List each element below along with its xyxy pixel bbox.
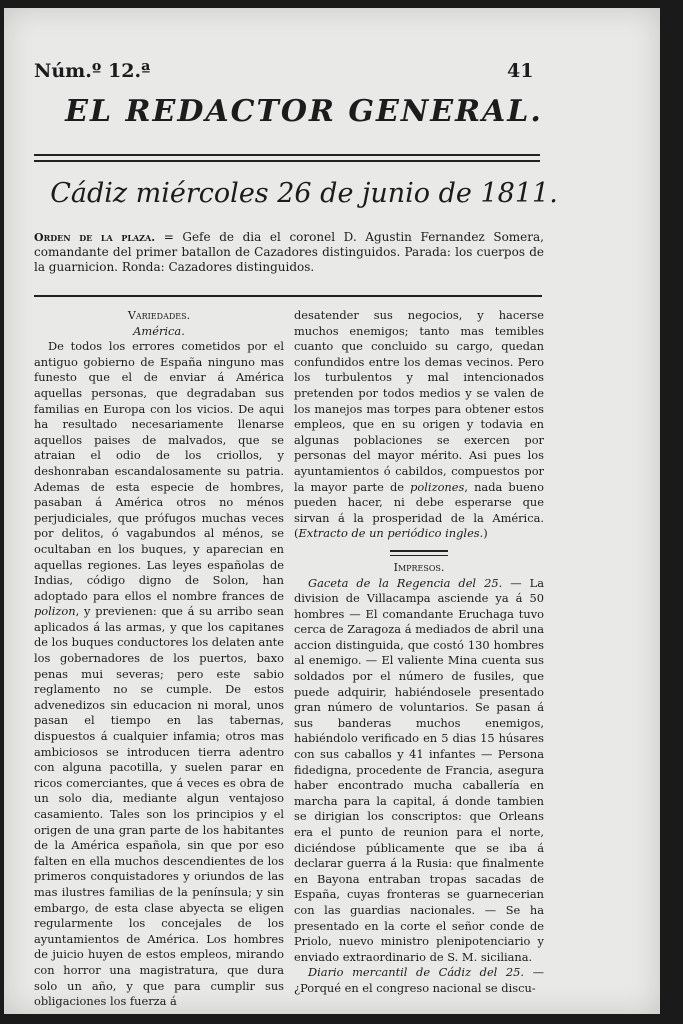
masthead-title: EL REDACTOR GENERAL.	[65, 94, 543, 129]
diario-title: Diario mercantil de Cádiz del 25.	[308, 965, 525, 980]
left-column	[34, 308, 284, 1010]
variedades-paragraph-1: De todos los errores cometidos por el antiguo gobierno de España ninguno mas funesto que el de enviar á América aquellas personas, que degradaban sus familias en Europa con los vicios. De aqui ha resultado necesariamente llenarse aquellos paises de malvados, que se atraian el odio de los criollos, y deshonraban escandalosamente su patria. Ademas de esta especie de hombres, pasaban á América otros no ménos perjudiciales, que prófugos muchas veces por delitos, ó vagabundos al ménos, se ocultaban en los buques, y aparecian en aquellas regiones. Las leyes españolas de Indias, código digno de Solon, han adoptado para ellos el nombre frances de polizon, y previenen: que á su arribo sean aplicados á las armas, y que los capitanes de los buques conductores los delaten ante los gobernadores de los puertos, baxo penas mui severas; pero este sabio reglamento no se cumple. De estos advenedizos sin educacion ni moral, unos pasan el tiempo en las tabernas, dispuestos á cualquier infamia; otros mas ambiciosos se introducen tierra adentro con alguna pacotilla, y suelen parar en ricos comerciantes, que á veces es obra de un solo dia, mediante algun ventajoso casamiento. Tales son los principios y el origen de una gran parte de los habitantes de la América española, sin que por eso falten en ella muchos descendientes de los primeros conquistadores y oriundos de las mas ilustres familias de la península; y sin embargo, de esta clase abyecta se eligen regularmente los concejales de los ayuntamientos de América. Los hombres de juicio huyen de estos empleos, mirando con horror una magistratura, que dura solo un año, y que para cumplir sus obligaciones los fuerza á	[34, 339, 284, 1009]
gaceta-paragraph: Gaceta de la Regencia del 25. — La division de Villacampa asciende ya á 50 hombres — El comandante Eruchaga tuvo cerca de Zaragoza á mediados de abril una accion distinguida, que costó 130 hombres al enemigo. — El valiente Mina cuenta sus soldados por el número de fusiles, que puede adquirir, habiéndosele presentado gran número de voluntarios. Se pasan á sus banderas muchos enemigos, habiéndolo verificado en 5 dias 15 húsares con sus caballos y 41 infantes — Persona fidedigna, procedente de Francia, asegura haber encontrado mucha caballería en marcha para la capital, á donde tambien se dirigian los conscriptos: que Orleans era el punto de reunion para el norte, diciéndose públicamente que se iba á declarar guerra á la Rusia: que finalmente en Bayona entraban tropas sacadas de España, cuyas fronteras se guarnecerian con las guardias nacionales. — Se ha presentado en la corte el señor conde de Priolo, nuevo ministro plenipotenciario y enviado extraordinario de S. M. siciliana.	[294, 575, 544, 964]
dateline: Cádiz miércoles 26 de junio de 1811.	[50, 178, 558, 209]
gaceta-title: Gaceta de la Regencia del 25.	[308, 575, 503, 590]
orden-de-la-plaza	[34, 230, 544, 275]
orden-text: = Gefe de dia el coronel D. Agustin Fernandez Somera, comandante del primer batallon de Cazadores distinguidos. Parada: los cuerpos de la guarnicion. Ronda: Cazadores distinguidos.	[34, 230, 544, 274]
variedades-heading: Variedades.	[127, 309, 191, 322]
america-subheading: América.	[133, 323, 185, 338]
right-column	[294, 308, 544, 997]
masthead-double-rule	[34, 154, 540, 162]
section-rule	[34, 295, 542, 297]
impresos-rule	[390, 550, 448, 556]
page-number: 41	[507, 60, 534, 82]
variedades-paragraph-2: desatender sus negocios, y hacerse muchos enemigos; tanto mas temibles cuanto que concluido su cargo, quedan confundidos entre los demas vecinos. Pero los turbulentos y mal intencionados pretenden por todos medios y se valen de los manejos mas torpes para obtener estos empleos, que en su origen y todavia en algunas poblaciones se exercen por personas del mayor mérito. Asi pues los ayuntamientos ó cabildos, compuestos por la mayor parte de polizones, nada bueno pueden hacer, ni debe esperarse que sirvan á la prosperidad de la América. (Extracto de un periódico ingles.)	[294, 308, 544, 541]
source-citation: Extracto de un periódico ingles.	[298, 526, 484, 541]
issue-number: Núm.º 12.ª	[34, 60, 151, 82]
orden-label: Orden de la plaza.	[34, 231, 156, 244]
diario-paragraph: Diario mercantil de Cádiz del 25. — ¿Porqué en el congreso nacional se discu-	[294, 965, 544, 995]
polizon-term: polizon	[34, 604, 76, 619]
newspaper-page	[4, 8, 660, 1014]
impresos-heading: Impresos.	[393, 560, 445, 574]
polizones-term: polizones	[410, 479, 465, 494]
